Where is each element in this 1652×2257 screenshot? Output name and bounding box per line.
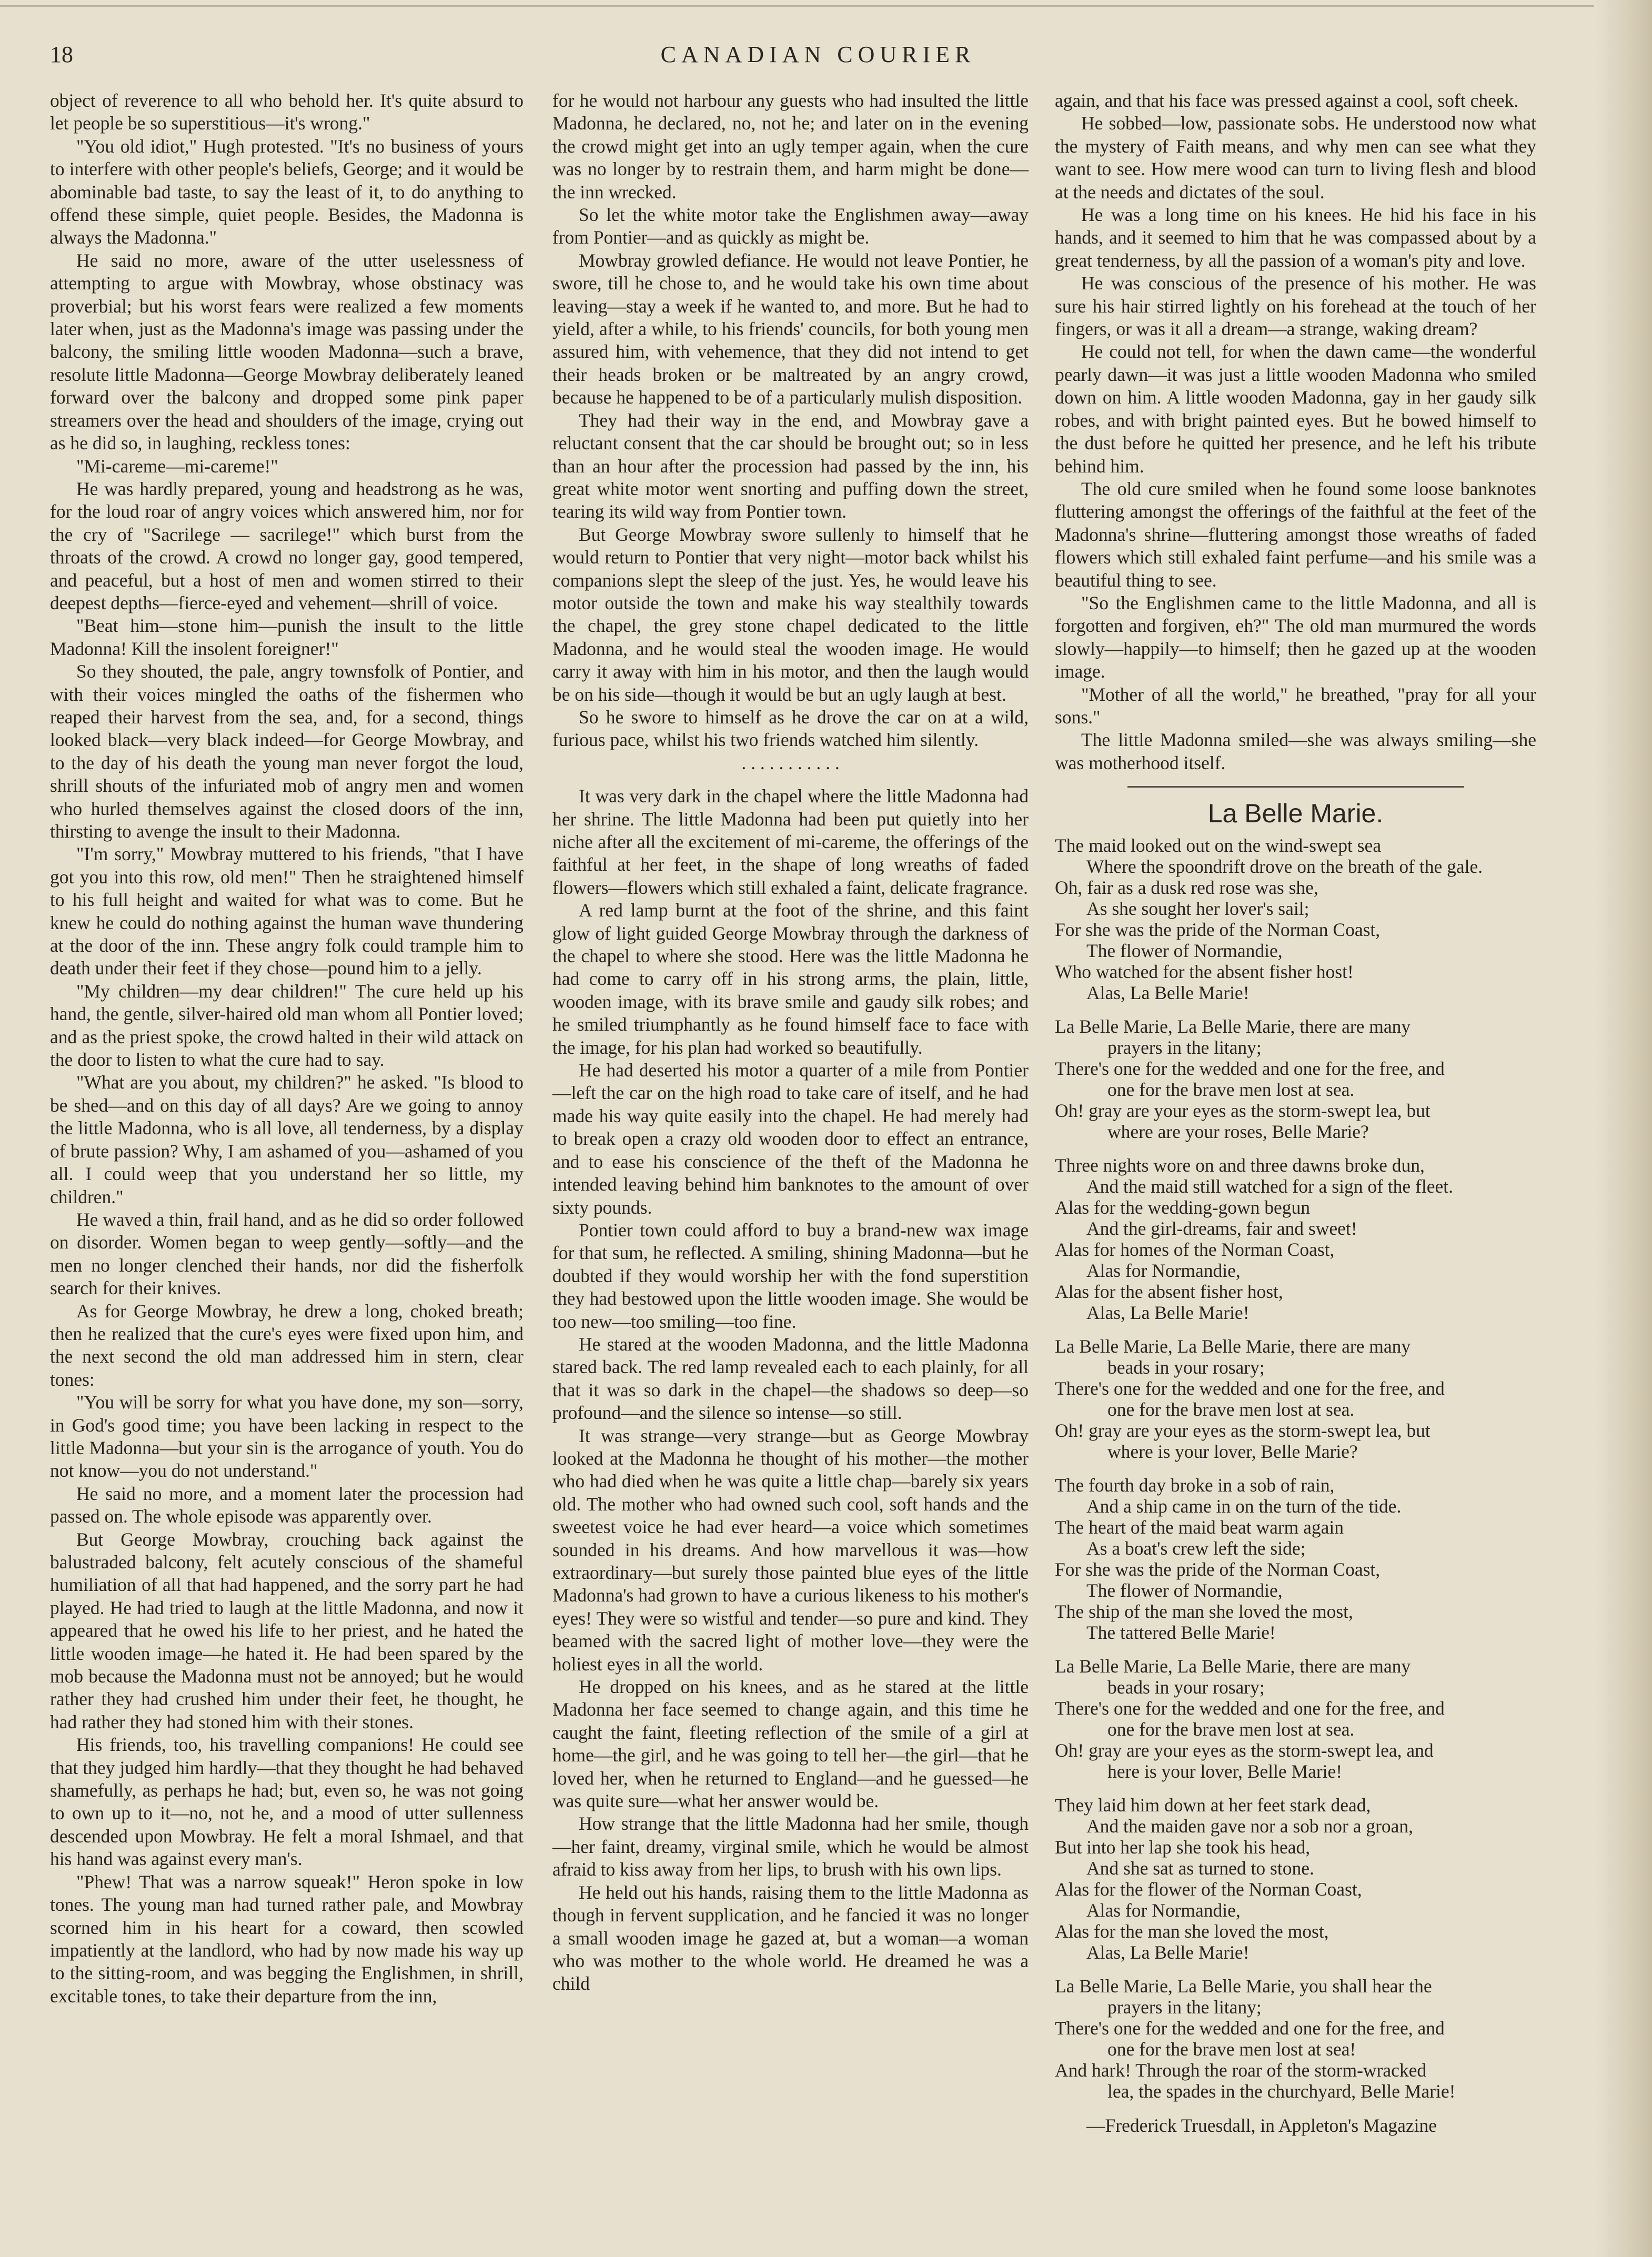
poem-line: La Belle Marie, La Belle Marie, you shall hear the bbox=[1055, 1975, 1432, 1997]
column-3 bbox=[1055, 89, 1536, 2137]
page-number: 18 bbox=[50, 42, 73, 67]
poem-stanza bbox=[1055, 1976, 1536, 2102]
poem-line: Alas for the absent fisher host, bbox=[1055, 1281, 1283, 1302]
poem-line: Where the spoondrift drove on the breath of the gale. bbox=[1086, 855, 1483, 877]
poem-line: one for the brave men lost at sea. bbox=[1107, 1079, 1355, 1100]
poem-line: And the girl-dreams, fair and sweet! bbox=[1086, 1217, 1357, 1239]
poem-line: There's one for the wedded and one for the free, and bbox=[1055, 1057, 1445, 1079]
paragraph: He could not tell, for when the dawn came—the wonderful pearly dawn—it was just a little wooden Madonna who smiled down on him. A little wooden Madonna, gay in her gaudy silk robes, and with bright painted eyes. But he bowed himself to the dust before he quitted her presence, and he left his tribute behind him. bbox=[1055, 341, 1536, 477]
paragraph: A red lamp burnt at the foot of the shrine, and this faint glow of light guided George Mowbray through the darkness of the chapel to where she stood. Here was the little Madonna he had come to carry off in his strong arms, the plain, little, wooden image, with its brave smile and gaudy silk robes; and he smiled triumphantly as he found himself face to face with the image, for his plan had worked so beautifully. bbox=[552, 900, 1029, 1058]
poem-line: La Belle Marie, La Belle Marie, there are many bbox=[1055, 1335, 1411, 1357]
poem-line: And she sat as turned to stone. bbox=[1086, 1857, 1314, 1879]
paragraph: "So the Englishmen came to the little Madonna, and all is forgotten and forgiven, eh?" The old man murmured the words slowly—happily—to himself; then he gazed up at the wooden image. bbox=[1055, 592, 1536, 682]
paragraph: He was conscious of the presence of his mother. He was sure his hair stirred lightly on his forehead at the touch of her fingers, or was it all a dream—a strange, waking dream? bbox=[1055, 273, 1536, 340]
top-rule bbox=[0, 5, 1652, 7]
poem-line: There's one for the wedded and one for the free, and bbox=[1055, 2017, 1445, 2039]
paragraph: It was strange—very strange—but as George Mowbray looked at the Madonna he thought of his mother—the mother who had died when he was quite a little chap—barely six years old. The mother who had owned such cool, soft hands and the sweetest voice he had ever heard—a voice which sometimes sounded in his dreams. And how marvellous it was—how extraordinary—but surely those painted blue eyes of the little Madonna's had grown to have a curious likeness to his mother's eyes! They were so wistful and tender—so pure and kind. They beamed with the sacred light of mother love—they were the holiest eyes in all the world. bbox=[552, 1425, 1029, 1675]
paragraph: The old cure smiled when he found some loose banknotes fluttering amongst the offerings of the faithful at the feet of the Madonna's shrine—fluttering amongst those wreaths of faded flowers which still exhaled faint perfume—and his smile was a beautiful thing to see. bbox=[1055, 478, 1536, 591]
paragraph: The little Madonna smiled—she was always smiling—she was motherhood itself. bbox=[1055, 729, 1536, 773]
poem-line: They laid him down at her feet stark dead, bbox=[1055, 1794, 1371, 1816]
poem-line: Alas for the flower of the Norman Coast, bbox=[1055, 1878, 1362, 1900]
poem-line: Alas for homes of the Norman Coast, bbox=[1055, 1238, 1335, 1260]
poem-line: For she was the pride of the Norman Coast, bbox=[1055, 919, 1381, 940]
masthead: CANADIAN COURIER bbox=[660, 42, 976, 67]
page-header bbox=[50, 41, 1586, 73]
poem-line: The flower of Normandie, bbox=[1086, 1579, 1283, 1601]
paragraph: He sobbed—low, passionate sobs. He understood now what the mystery of Faith means, and why men can see what they want to see. How mere wood can turn to living flesh and blood at the needs and dictates of the soul. bbox=[1055, 113, 1536, 203]
poem-line: And hark! Through the roar of the storm-wracked bbox=[1055, 2059, 1427, 2081]
paragraph: "What are you about, my children?" he asked. "Is blood to be shed—and on this day of all days? Are we going to annoy the little Madonna, who is all love, all tenderness, by a display of brute passion? Why, I am ashamed of you—ashamed of you all. I could weep that you understand her so little, my children." bbox=[50, 1072, 523, 1207]
paragraph: It was very dark in the chapel where the little Madonna had her shrine. The little Madonna had been put quietly into her niche after all the excitement of mi-careme, the offerings of the faithful at her feet, in the shape of long wreaths of faded flowers—flowers which still exhaled a faint, delicate fragrance. bbox=[552, 785, 1029, 898]
poem-line: The ship of the man she loved the most, bbox=[1055, 1600, 1353, 1622]
poem-line: Alas for the man she loved the most, bbox=[1055, 1920, 1329, 1942]
paragraph: He said no more, and a moment later the procession had passed on. The whole episode was apparently over. bbox=[50, 1483, 523, 1527]
poem-line: Who watched for the absent fisher host! bbox=[1055, 961, 1354, 982]
paragraph: They had their way in the end, and Mowbray gave a reluctant consent that the car should be brought out; so in less than an hour after the procession had passed by the inn, his great white motor went snorting and puffing down the street, tearing its wild way from Pontier town. bbox=[552, 409, 1029, 522]
paragraph: How strange that the little Madonna had her smile, though—her faint, dreamy, virginal smile, which he would be almost afraid to kiss away from her lips, to brush with his own lips. bbox=[552, 1813, 1029, 1880]
poem-line: There's one for the wedded and one for the free, and bbox=[1055, 1377, 1445, 1399]
column-2 bbox=[552, 89, 1029, 1996]
poem-line: The flower of Normandie, bbox=[1086, 940, 1283, 961]
poem-line: beads in your rosary; bbox=[1107, 1676, 1265, 1698]
poem-line: Three nights wore on and three dawns broke dun, bbox=[1055, 1154, 1425, 1176]
paragraph: As for George Mowbray, he drew a long, choked breath; then he realized that the cure's eyes were fixed upon him, and the next second the old man addressed him in stern, clear tones: bbox=[50, 1300, 523, 1390]
paragraph: So let the white motor take the Englishmen away—away from Pontier—and as quickly as might be. bbox=[552, 204, 1029, 248]
poem-line: As she sought her lover's sail; bbox=[1086, 898, 1309, 919]
paragraph: "You will be sorry for what you have done, my son—sorry, in God's good time; you have been lacking in respect to the little Madonna—but your sin is the arrogance of youth. You do not know—you do not understand." bbox=[50, 1392, 523, 1482]
poem-line: And the maiden gave nor a sob nor a groan, bbox=[1086, 1815, 1414, 1837]
paragraph: So they shouted, the pale, angry townsfolk of Pontier, and with their voices mingled the oaths of the fishermen who reaped their harvest from the sea, and, for a second, things looked black—very black indeed—for George Mowbray, and to the day of his death the young man never forgot the loud, shrill shouts of the infuriated mob of angry men and women who hurled themselves against the closed doors of the inn, thirsting to avenge the insult to their Madonna. bbox=[50, 661, 523, 842]
poem-line: Oh! gray are your eyes as the storm-swept lea, and bbox=[1055, 1739, 1434, 1761]
poem-line: prayers in the litany; bbox=[1107, 1996, 1262, 2018]
poem-stanza bbox=[1055, 1475, 1536, 1643]
paragraph: He stared at the wooden Madonna, and the little Madonna stared back. The red lamp revealed each to each plainly, for all that it was so dark in the chapel—the shadows so deep—so profound—and the silence so intense—so still. bbox=[552, 1333, 1029, 1424]
page-edge bbox=[1594, 0, 1652, 2257]
paragraph: But George Mowbray swore sullenly to himself that he would return to Pontier that very night—motor back whilst his companions slept the sleep of the just. Yes, he would leave his motor outside the town and make his way stealthily towards the chapel, the grey stone chapel dedicated to the little Madonna, and he would steal the wooden image. He would carry it away with him in his motor, and then the laugh would be on his side—though it would be but an ugly laugh at best. bbox=[552, 523, 1029, 705]
poem-line: For she was the pride of the Norman Coast, bbox=[1055, 1558, 1381, 1580]
poem-attribution: —Frederick Truesdall, in Appleton's Magazine bbox=[1086, 2114, 1437, 2136]
poem-line: The tattered Belle Marie! bbox=[1086, 1621, 1276, 1643]
poem-title: La Belle Marie. bbox=[1207, 799, 1384, 829]
poem-line: But into her lap she took his head, bbox=[1055, 1836, 1311, 1858]
poem-line: And the maid still watched for a sign of the fleet. bbox=[1086, 1175, 1453, 1197]
section-divider bbox=[1127, 786, 1464, 788]
paragraph: So he swore to himself as he drove the car on at a wild, furious pace, whilst his two friends watched him silently. bbox=[552, 706, 1029, 751]
poem-line: There's one for the wedded and one for the free, and bbox=[1055, 1697, 1445, 1719]
poem-line: La Belle Marie, La Belle Marie, there are many bbox=[1055, 1655, 1411, 1677]
paragraph: "Beat him—stone him—punish the insult to the little Madonna! Kill the insolent foreigner!" bbox=[50, 615, 523, 659]
poem-line: Alas for Normandie, bbox=[1086, 1260, 1241, 1281]
paragraph: Mowbray growled defiance. He would not leave Pontier, he swore, till he chose to, and he would take his own time about leaving—stay a week if he wanted to, and more. But he had to yield, after a while, to his friends' councils, for both young men assured him, with vehemence, that they did not intend to get their heads broken or be maltreated by an angry crowd, because he happened to be of a particularly mulish disposition. bbox=[552, 249, 1029, 408]
poem-body bbox=[1055, 835, 1536, 2102]
poem-stanza bbox=[1055, 1336, 1536, 1462]
paragraph: His friends, too, his travelling companions! He could see that they judged him hardly—that they thought he had behaved shamefully, as perhaps he had; but, even so, he was not going to own up to it—no, not he, and a mood of utter sullenness descended upon Mowbray. He felt a moral Ishmael, and that his hand was against every man's. bbox=[50, 1734, 523, 1870]
poem-line: Alas for Normandie, bbox=[1086, 1899, 1241, 1921]
poem-stanza bbox=[1055, 1656, 1536, 1782]
column-1 bbox=[50, 89, 523, 2008]
poem-line: And a ship came in on the turn of the tide. bbox=[1086, 1495, 1402, 1517]
poem-line: Oh! gray are your eyes as the storm-swept lea, but bbox=[1055, 1419, 1431, 1441]
paragraph: object of reverence to all who behold her. It's quite absurd to let people be so superstitious—it's wrong." bbox=[50, 90, 523, 134]
poem-stanza bbox=[1055, 1155, 1536, 1323]
paragraph: He held out his hands, raising them to the little Madonna as though in fervent supplication, and he fancied it was no longer a small wooden image he gazed at, but a woman—a woman who was mother to the whole world. He dreamed he was a child bbox=[552, 1881, 1029, 1994]
poem-line: The maid looked out on the wind-swept sea bbox=[1055, 834, 1382, 856]
poem-line: As a boat's crew left the side; bbox=[1086, 1537, 1306, 1559]
poem-stanza bbox=[1055, 835, 1536, 1003]
paragraph: "Mi-careme—mi-careme!" bbox=[76, 455, 278, 477]
paragraph: "Phew! That was a narrow squeak!" Heron spoke in low tones. The young man had turned rather pale, and Mowbray scorned him in his heart for a coward, then scowled impatiently at the landlord, who had by now made his way up to the sitting-room, and was begging the Englishmen, in shrill, excitable tones, to take their departure from the inn, bbox=[50, 1871, 523, 2007]
paragraph: "My children—my dear children!" The cure held up his hand, the gentle, silver-haired old man whom all Pontier loved; and as the priest spoke, the crowd halted in their wild attack on the door to listen to what the cure had to say. bbox=[50, 980, 523, 1071]
paragraph: He was a long time on his knees. He hid his face in his hands, and it seemed to him that he was compassed about by a great tenderness, by all the passion of a woman's pity and love. bbox=[1055, 204, 1536, 271]
paragraph: He waved a thin, frail hand, and as he did so order followed on disorder. Women began to weep gently—softly—and the men no longer clenched their hands, nor did the fisherfolk search for their knives. bbox=[50, 1208, 523, 1299]
paragraph: Pontier town could afford to buy a brand-new wax image for that sum, he reflected. A smiling, shining Madonna—but he doubted if they would worship her with the fond superstition they had bestowed upon the little wooden image. She would be too new—too smiling—too fine. bbox=[552, 1219, 1029, 1332]
paragraph: But George Mowbray, crouching back against the balustraded balcony, felt acutely conscious of the shameful humiliation of all that had happened, and the sorry part he had played. He had tried to laugh at the little Madonna, and now it appeared that he owed his life to her priest, and he hated the little wooden image—he hated it. He had been spared by the mob because the Madonna must not be annoyed; but he would rather they had crushed him under their feet, he thought, he had rather they had stoned him with their stones. bbox=[50, 1528, 523, 1732]
paragraph: He dropped on his knees, and as he stared at the little Madonna her face seemed to change again, and this time he caught the faint, fleeting reflection of the smile of a girl at home—the girl, and he was going to tell her—the girl—that he loved her, when he returned to England—and he guessed—he was quite sure—what her answer would be. bbox=[552, 1676, 1029, 1812]
paragraph: . . . . . . . . . . . bbox=[741, 752, 840, 773]
poem-line: here is your lover, Belle Marie! bbox=[1107, 1760, 1343, 1782]
poem-line: Oh, fair as a dusk red rose was she, bbox=[1055, 876, 1318, 898]
poem-line: one for the brave men lost at sea. bbox=[1107, 1398, 1355, 1420]
poem-line: Oh! gray are your eyes as the storm-swept lea, but bbox=[1055, 1100, 1431, 1121]
poem-line: Alas, La Belle Marie! bbox=[1086, 1941, 1250, 1963]
poem-line: where is your lover, Belle Marie? bbox=[1107, 1440, 1358, 1462]
poem-line: one for the brave men lost at sea! bbox=[1107, 2038, 1356, 2060]
paragraph: again, and that his face was pressed against a cool, soft cheek. bbox=[1055, 90, 1519, 111]
paragraph: "You old idiot," Hugh protested. "It's no business of yours to interfere with other people's beliefs, George; and it would be abominable bad taste, to say the least of it, to do anything to offend these simple, quiet people. Besides, the Madonna is always the Madonna." bbox=[50, 135, 523, 248]
poem-stanza bbox=[1055, 1016, 1536, 1142]
poem-line: The fourth day broke in a sob of rain, bbox=[1055, 1474, 1335, 1496]
poem-line: one for the brave men lost at sea. bbox=[1107, 1718, 1355, 1740]
poem-line: lea, the spades in the churchyard, Belle Marie! bbox=[1107, 2080, 1456, 2102]
paragraph: He was hardly prepared, young and headstrong as he was, for the loud roar of angry voices which answered him, nor for the cry of "Sacrilege — sacrilege!" which burst from the throats of the crowd. A crowd no longer gay, good tempered, and peaceful, but a host of men and women stirred to their deepest depths—fierce-eyed and vehement—shrill of voice. bbox=[50, 478, 523, 613]
poem-line: Alas, La Belle Marie! bbox=[1086, 982, 1250, 1003]
poem-line: prayers in the litany; bbox=[1107, 1036, 1262, 1058]
poem-stanza bbox=[1055, 1795, 1536, 1963]
paragraph: for he would not harbour any guests who had insulted the little Madonna, he declared, no, not he; and later on in the evening the crowd might get into an ugly temper again, when the cure was no longer by to restrain them, and harm might be done—the inn wrecked. bbox=[552, 90, 1029, 203]
paragraph: "I'm sorry," Mowbray muttered to his friends, "that I have got you into this row, old men!" Then he straightened himself to his full height and waited for what was to come. But he knew he could do nothing against the human wave thundering at the door of the inn. These angry folk could trample him to death under their feet if they chose—pound him to a jelly. bbox=[50, 843, 523, 979]
poem-line: Alas, La Belle Marie! bbox=[1086, 1302, 1250, 1323]
paragraph: He said no more, aware of the utter uselessness of attempting to argue with Mowbray, whose obstinacy was proverbial; but his worst fears were realized a few moments later when, just as the Madonna's image was passing under the balcony, the smiling little wooden Madonna—such a brave, resolute little Madonna—George Mowbray deliberately leaned forward over the balcony and dropped some pink paper streamers over the head and shoulders of the image, crying out as he did so, in laughing, reckless tones: bbox=[50, 249, 523, 454]
paragraph: He had deserted his motor a quarter of a mile from Pontier—left the car on the high road to take care of itself, and he had made his way quite easily into the chapel. He had merely had to break open a crazy old wooden door to effect an entrance, and to ease his conscience of the theft of the Madonna he intended leaving behind him banknotes to the amount of over sixty pounds. bbox=[552, 1060, 1029, 1218]
poem-line: La Belle Marie, La Belle Marie, there are many bbox=[1055, 1015, 1411, 1037]
paragraph: "Mother of all the world," he breathed, "pray for all your sons." bbox=[1055, 683, 1536, 728]
poem-line: Alas for the wedding-gown begun bbox=[1055, 1196, 1311, 1218]
poem-line: beads in your rosary; bbox=[1107, 1356, 1265, 1378]
poem-line: The heart of the maid beat warm again bbox=[1055, 1516, 1344, 1538]
story-ending bbox=[1055, 89, 1536, 774]
poem-line: where are your roses, Belle Marie? bbox=[1107, 1121, 1369, 1142]
